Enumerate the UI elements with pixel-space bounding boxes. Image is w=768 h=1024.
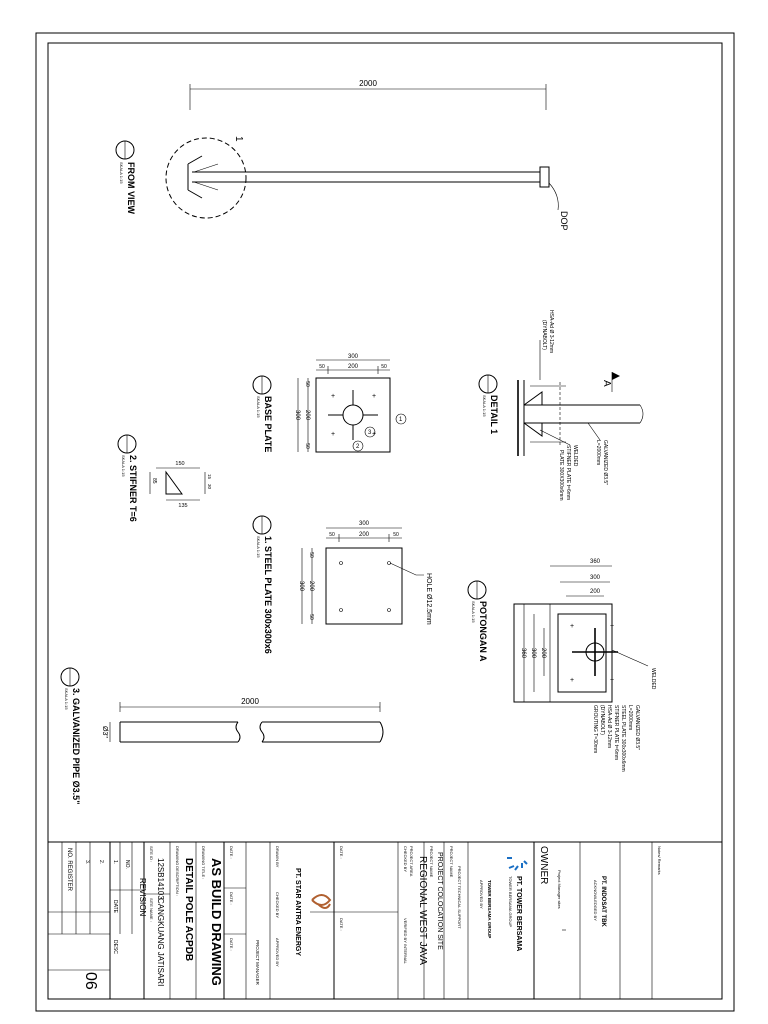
- svg-text:+: +: [610, 623, 615, 630]
- title-block: [48, 842, 722, 999]
- date-label-4: DATE :: [339, 846, 344, 859]
- detail-1-label-welded: WELDED: [572, 445, 578, 467]
- no-register-label: NO. REGISTER: [66, 848, 72, 892]
- detail-1-label-hsa: HSA-Ad Ø 3-12mm: [548, 310, 554, 354]
- base-plate-dim-mid-v: 200: [304, 409, 310, 421]
- detail-1-view: [479, 310, 643, 501]
- company-logo: [312, 895, 330, 908]
- potongan-label-length: L=2000mm: [627, 705, 633, 731]
- region-label: PROJECT AREA: [409, 846, 414, 877]
- base-plate-dim-side-bottom: 50: [304, 443, 310, 449]
- base-plate-tag-3: 3: [368, 430, 372, 436]
- stiffener-view: [118, 435, 212, 522]
- potongan-dim-inner: 200: [589, 589, 601, 595]
- project-site-label: PROJECT NAME: [429, 846, 434, 878]
- potongan-label-grouting: GROUTING T=30mm: [592, 705, 598, 754]
- pipe-scale: SKALA 1:15: [64, 688, 69, 710]
- steel-plate-dim-mid: 200: [358, 532, 370, 538]
- revision-date-col: DATE: [112, 900, 118, 913]
- front-view-title: FROM VIEW: [126, 162, 136, 214]
- svg-text:+: +: [610, 677, 615, 684]
- acknowledged-label: ACKNOWLEDGED BY: [593, 880, 598, 921]
- detail-1-callout-circle: [166, 138, 246, 218]
- detail-1-label-plate: PLATE 300X300x6mm: [558, 450, 564, 501]
- base-plate-dim-side-right: 50: [381, 364, 387, 370]
- approved-by-2: APPROVED BY: [275, 938, 280, 967]
- acknowledged-company: PT. INDOSAT TBK: [600, 876, 606, 927]
- front-view-dim-length: 2000: [359, 79, 377, 88]
- drawing-desc-label: DRAWING DESCRIPTION :: [175, 846, 180, 896]
- pipe-dim-length: 2000: [241, 697, 259, 706]
- detail-1-label-galv: GALVANIZED Ø3.5": [602, 440, 608, 485]
- pipe-title: 3. GALVANIZED PIPE Ø3.5": [71, 688, 81, 805]
- detail-1-title: DETAIL 1: [489, 395, 499, 435]
- date-label-1: DATE :: [229, 846, 234, 859]
- revision-item-3: 3.: [84, 860, 90, 865]
- svg-text:+: +: [570, 623, 575, 630]
- potongan-dim-plate-v: 300: [530, 647, 536, 659]
- steel-plate-dim-side-top: 50: [308, 552, 314, 558]
- detail-1-scale: SKALA 1:15: [482, 395, 487, 417]
- potongan-scale: SKALA 1:15: [471, 601, 476, 623]
- front-view-scale: SKALA 1:15: [119, 162, 124, 184]
- potongan-label-stiffener: STIFNER PLATE t=6mm: [613, 705, 619, 761]
- detail-1-label-dynabolt: (DYNABOLT): [541, 320, 547, 350]
- potongan-dim-outer: 360: [589, 559, 601, 565]
- steel-plate-dim-total-v: 300: [298, 580, 304, 592]
- checked-by: CHECKED BY: [403, 846, 408, 873]
- steel-plate-dim-mid-v: 200: [308, 580, 314, 592]
- base-plate-scale: SKALA 1:15: [256, 396, 261, 418]
- steel-plate-dim-side-bottom: 50: [308, 614, 314, 620]
- project-name: PROJECT TECHNICAL SUPPORT: [457, 866, 462, 929]
- project-site: PROJECT COLOCATION SITE: [436, 852, 443, 950]
- verified-by: VERIFIED BY INTERNAL: [403, 918, 408, 964]
- date-label-5: DATE :: [339, 918, 344, 931]
- project-manager-sites: Project Manager sites: [557, 870, 562, 909]
- potongan-a-view: [468, 559, 656, 772]
- tower-bersama-logo-icon: [507, 858, 527, 870]
- project-name-label: PROJECT NAME: [449, 846, 454, 878]
- company-name: PT. STAR ANTRA ENERGY: [294, 868, 301, 957]
- drawing-title: AS BUILD DRAWING: [209, 858, 224, 986]
- pipe-dim-dia: Ø3": [101, 726, 108, 738]
- drawn-by-label: DRAWN BY: [275, 846, 280, 868]
- detail-1-section-mark: A: [601, 380, 612, 387]
- potongan-dim-inner-v: 200: [540, 647, 546, 659]
- site-id: 12SB14103: [156, 858, 165, 900]
- revision-no-col: NO.: [124, 860, 130, 869]
- revision-item-1: 1.: [112, 860, 118, 865]
- potongan-label-plate: STEEL PLATE 300x300x6mm: [620, 705, 626, 772]
- stiffener-dim-left: 85: [151, 478, 157, 484]
- potongan-dim-plate: 300: [589, 575, 601, 581]
- front-view-callout: 1: [233, 136, 244, 142]
- notes-header: Notes/ Remarks: [657, 846, 662, 875]
- sheet-number: 06: [82, 972, 99, 990]
- potongan-label-hsa: HSA-Ad Ø 3-12mm: [606, 705, 612, 749]
- steel-plate-dim-side-left: 50: [329, 532, 335, 538]
- base-plate-dim-total: 300: [347, 354, 359, 360]
- potongan-label-welded: WELDED: [650, 668, 656, 690]
- detail-1-label-length: L=2000mm: [595, 440, 601, 466]
- stiffener-dim-right: 15: [207, 474, 212, 480]
- drawing-desc: DETAIL POLE ACPDB: [183, 858, 194, 962]
- steel-plate-scale: SKALA 1:15: [256, 536, 261, 558]
- base-plate-dim-total-v: 300: [294, 409, 300, 421]
- base-plate-tag-1: 1: [399, 417, 403, 423]
- owner-label: OWNER: [538, 846, 549, 885]
- detail-1-label-stiffener: STIFNER PLATE t=6mm: [565, 445, 571, 501]
- steel-plate-title: 1. STEEL PLATE 300x300x6: [263, 536, 273, 654]
- owner-group: TOWER BERSAMA GROUP: [508, 876, 513, 928]
- date-label-3: DATE :: [229, 938, 234, 951]
- steel-plate-dim-total: 300: [358, 521, 370, 527]
- svg-text:+: +: [372, 431, 377, 438]
- site-id-label: SITE ID :: [149, 846, 154, 863]
- svg-text:+: +: [331, 431, 336, 438]
- svg-text:+: +: [372, 393, 377, 400]
- date-label-2: DATE :: [229, 892, 234, 905]
- revision-desc-col: DESC: [112, 940, 118, 954]
- stiffener-dim-top: 150: [175, 461, 185, 467]
- steel-plate-view: [253, 516, 432, 654]
- front-view-dop: DOP: [559, 211, 569, 231]
- potongan-dim-outer-v: 360: [520, 647, 526, 659]
- base-plate-dim-side-left: 50: [319, 364, 325, 370]
- approved-label: APPROVED BY: [479, 880, 484, 909]
- potongan-title: POTONGAN A: [478, 601, 488, 662]
- revision-item-2: 2.: [98, 860, 104, 865]
- owner-name: PT. TOWER BERSAMA: [515, 876, 522, 952]
- base-plate-title: BASE PLATE: [263, 396, 273, 453]
- base-plate-view: [253, 354, 406, 452]
- project-manager: PROJECT MANAGER: [255, 940, 260, 985]
- potongan-label-dynabolt: (DYNABOLT): [599, 705, 605, 735]
- site-name-label: SITE NAME :: [149, 898, 154, 922]
- front-view: [116, 79, 569, 231]
- stiffener-dim-right2: 30: [207, 484, 212, 490]
- potongan-label-galv: GALVANIZED Ø3.5": [634, 705, 640, 750]
- svg-text:+: +: [570, 677, 575, 684]
- stiffener-dim-bottom: 135: [178, 503, 188, 509]
- site-name: CANGKUANG JATISARI: [156, 898, 165, 987]
- stiffener-scale: SKALA 1:15: [121, 455, 126, 477]
- svg-text:+: +: [331, 393, 336, 400]
- outer-border: [36, 33, 734, 1011]
- base-plate-tag-2: 2: [356, 444, 360, 450]
- steel-plate-hole-label: HOLE Ø12.5mm: [425, 573, 432, 625]
- region: REGIONAL WEST JAVA: [417, 856, 428, 966]
- galvanized-pipe-view: [61, 668, 383, 804]
- approved-by: TOWER BERSAMA GROUP: [487, 880, 492, 939]
- stiffener-title: 2. STIFNER T=6: [128, 455, 138, 522]
- steel-plate-dim-side-right: 50: [393, 532, 399, 538]
- checked-by-2: CHECKED BY: [275, 892, 280, 919]
- base-plate-dim-side-top: 50: [304, 381, 310, 387]
- revision-label: REVISION: [138, 878, 147, 917]
- base-plate-dim-mid: 200: [347, 364, 359, 370]
- drawing-title-label: DRAWING TITLE :: [201, 846, 206, 880]
